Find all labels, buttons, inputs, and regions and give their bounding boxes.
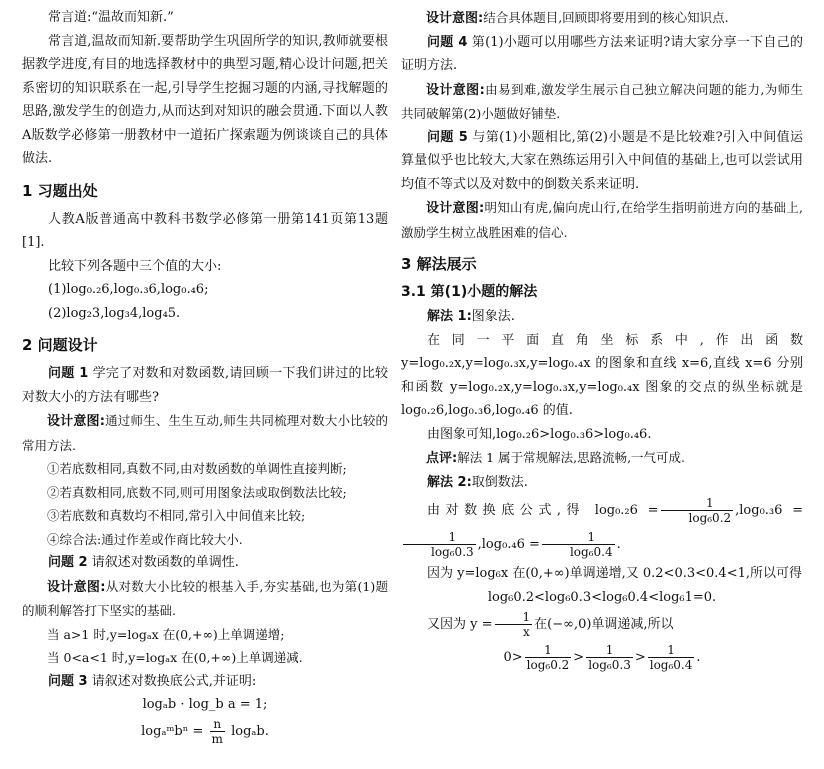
section-1-compare: 比较下列各题中三个值的大小: <box>48 258 222 274</box>
design-intent-label: 设计意图: <box>426 82 485 98</box>
formula-2: logₐᵐbⁿ = $\frac{n}{m}$ logₐb. <box>141 716 269 746</box>
method-2: ②若真数相同,底数不同,则可用图象法或取倒数法比较; <box>47 484 347 500</box>
solution-2-monotone: 因为 y=log₆x 在(0,+∞)单调递增,又 0.2<0.3<0.4<1,所以可得 <box>427 566 802 581</box>
fraction: $\frac{1}{\text{log₆0.2}}$ <box>661 496 734 525</box>
right-column <box>401 6 803 675</box>
solution-2-heading <box>401 471 803 495</box>
solution-2-label: 解法 2: <box>427 474 472 490</box>
question-4-label: 问题 4 <box>427 34 468 50</box>
design-intent-4-text: 由易到难,激发学生展示自己独立解决问题的能力,为师生共同破解第(2)小题做好铺垫. <box>401 81 803 121</box>
design-intent-3 <box>401 6 803 31</box>
comment <box>401 446 803 471</box>
design-intent-label: 设计意图: <box>426 201 485 216</box>
section-3-1-title: 3.1 第(1)小题的解法 <box>401 284 538 300</box>
intro-paragraph: 常言道,温故而知新.要帮助学生巩固所学的知识,教师就要根据教学进度,有目的地选择教材中的典型习题,精心设计问题,把关系密切的知识联系在一起,引导学生挖掘习题的内涵,寻找解题的思路,激发学生的创造力,从而达到对知识的融会贯通.下面以人教A版数学必修第一册教材中一道拓广探索题为例谈谈自己的具体做法. <box>22 33 388 166</box>
formula-2-fraction: $\frac{n}{m}$ <box>211 716 223 746</box>
method-1: ①若底数相同,真数不同,由对数函数的单调性直接判断; <box>47 461 347 476</box>
design-intent-4 <box>401 78 803 126</box>
question-1 <box>22 362 388 409</box>
design-intent-1 <box>22 409 388 457</box>
fraction: $\frac{1}{\text{log₆0.3}}$ <box>588 643 631 672</box>
monotonic-increasing: 当 a>1 时,y=logₐx 在(0,+∞)上单调递增; <box>47 626 285 642</box>
design-intent-5 <box>401 196 803 244</box>
solution-1-body: 在同一平面直角坐标系中,作出函数 y=log₀.₂x,y=log₀.₃x,y=log₀.₄x 的图象和直线 x=6,直线 x=6 分别和函数 y=log₀.₂x,y=log₀.₃x,y=log₀.₄x 图象的交点的纵坐标就是 log₀.₂6,log₀.₃6,log₀.₄6 的值. <box>401 332 803 418</box>
solution-2-title: 取倒数法. <box>471 474 528 490</box>
fraction: $\frac{1}{x}$ <box>495 610 533 639</box>
question-5-text: 与第(1)小题相比,第(2)小题是不是比较难?引入中间值运算量似乎也比较大,大家在熟练运用引入中间值的基础上,也可以尝试用均值不等式以及对数中的倒数关系来证明. <box>401 129 803 192</box>
question-3-text: 请叙述对数换底公式,并证明: <box>91 673 257 689</box>
question-3 <box>22 670 388 694</box>
solution-2-inequality: log₆0.2<log₆0.3<log₆0.4<log₆1=0. <box>487 589 717 605</box>
question-3-label: 问题 3 <box>48 673 88 689</box>
design-intent-2 <box>22 575 388 623</box>
question-5 <box>401 126 803 197</box>
solution-1-conclusion: 由图象可知,log₀.₂6>log₀.₃6>log₀.₄6. <box>427 426 652 442</box>
design-intent-1-text: 通过师生、生生互动,师生共同梳理对数大小比较的常用方法. <box>22 413 388 453</box>
section-1-title: 1 习题出处 <box>22 181 98 200</box>
question-5-label: 问题 5 <box>427 129 468 145</box>
method-3: ③若底数和真数均不相同,常引入中间值来比较; <box>47 508 306 523</box>
method-4: ④综合法:通过作差或作商比较大小. <box>47 531 243 547</box>
design-intent-2-text: 从对数大小比较的根基入手,夯实基础,也为第(1)题的顺利解答打下坚实的基础. <box>22 578 388 618</box>
question-2 <box>22 551 388 575</box>
fraction: $\frac{1}{\text{log₆0.3}}$ <box>403 530 476 559</box>
comment-label: 点评: <box>426 451 458 466</box>
solution-1-label: 解法 1: <box>427 309 472 324</box>
design-intent-3-text: 结合具体题目,回顾即将要用到的核心知识点. <box>483 10 729 25</box>
section-1-source: 人教A版普通高中教科书数学必修第一册第141页第13题[1]. <box>22 211 388 250</box>
design-intent-label: 设计意图: <box>47 414 105 429</box>
formula-1: logₐb · log_b a = 1; <box>142 697 268 712</box>
design-intent-label: 设计意图: <box>426 11 484 26</box>
question-2-label: 问题 2 <box>48 555 88 570</box>
fraction: $\frac{1}{\text{log₆0.2}}$ <box>526 643 570 672</box>
solution-2-final: 0> $\frac{1}{\text{log₆0.2}}$ > $\frac{1}{\text{log₆0.3}}$ > $\frac{1}{\text{log₆0.4}}$ . <box>503 643 701 672</box>
exercise-item-1: (1)log₀.₂6,log₀.₃6,log₀.₄6; <box>48 282 209 297</box>
design-intent-5-text: 明知山有虎,偏向虎山行,在给学生指明前进方向的基础上,激励学生树立战胜困难的信心. <box>401 200 803 240</box>
fraction: $\frac{1}{\text{log₆0.4}}$ <box>542 530 615 559</box>
fraction: $\frac{1}{\text{log₆0.4}}$ <box>649 643 693 672</box>
monotonic-decreasing: 当 0<a<1 时,y=logₐx 在(0,+∞)上单调递减. <box>47 650 303 665</box>
intro-quote: 常言道:“温故而知新.” <box>48 10 174 25</box>
left-column <box>22 6 388 747</box>
question-2-text: 请叙述对数函数的单调性. <box>91 555 239 570</box>
solution-1-heading <box>401 305 803 329</box>
solution-2-reciprocal: 又因为 y = $\frac{1}{x}$ 在(−∞,0)单调递减,所以 <box>427 610 674 639</box>
section-3-title: 3 解法展示 <box>401 255 477 273</box>
question-1-text: 学完了对数和对数函数,请回顾一下我们讲过的比较对数大小的方法有哪些? <box>22 366 388 405</box>
question-4-text: 第(1)小题可以用哪些方法来证明?请大家分享一下自己的证明方法. <box>401 34 803 73</box>
design-intent-label: 设计意图: <box>47 579 106 595</box>
question-4 <box>401 31 803 78</box>
question-1-label: 问题 1 <box>48 366 89 381</box>
solution-1-title: 图象法. <box>471 309 515 324</box>
section-2-title: 2 问题设计 <box>22 336 98 354</box>
solution-2-change-base: 由对数换底公式,得 log₀.₂6 = $\frac{1}{\text{log₆0.2}}$ ,log₀.₃6 = $\frac{1}{\text{log₆0.3}}$ ,log₀.₄6 = $\frac{1}{\text{log₆0.4}}$ . <box>401 494 803 562</box>
comment-text: 解法 1 属于常规解法,思路流畅,一气可成. <box>457 450 686 465</box>
exercise-item-2: (2)log₂3,log₃4,log₄5. <box>48 305 181 321</box>
